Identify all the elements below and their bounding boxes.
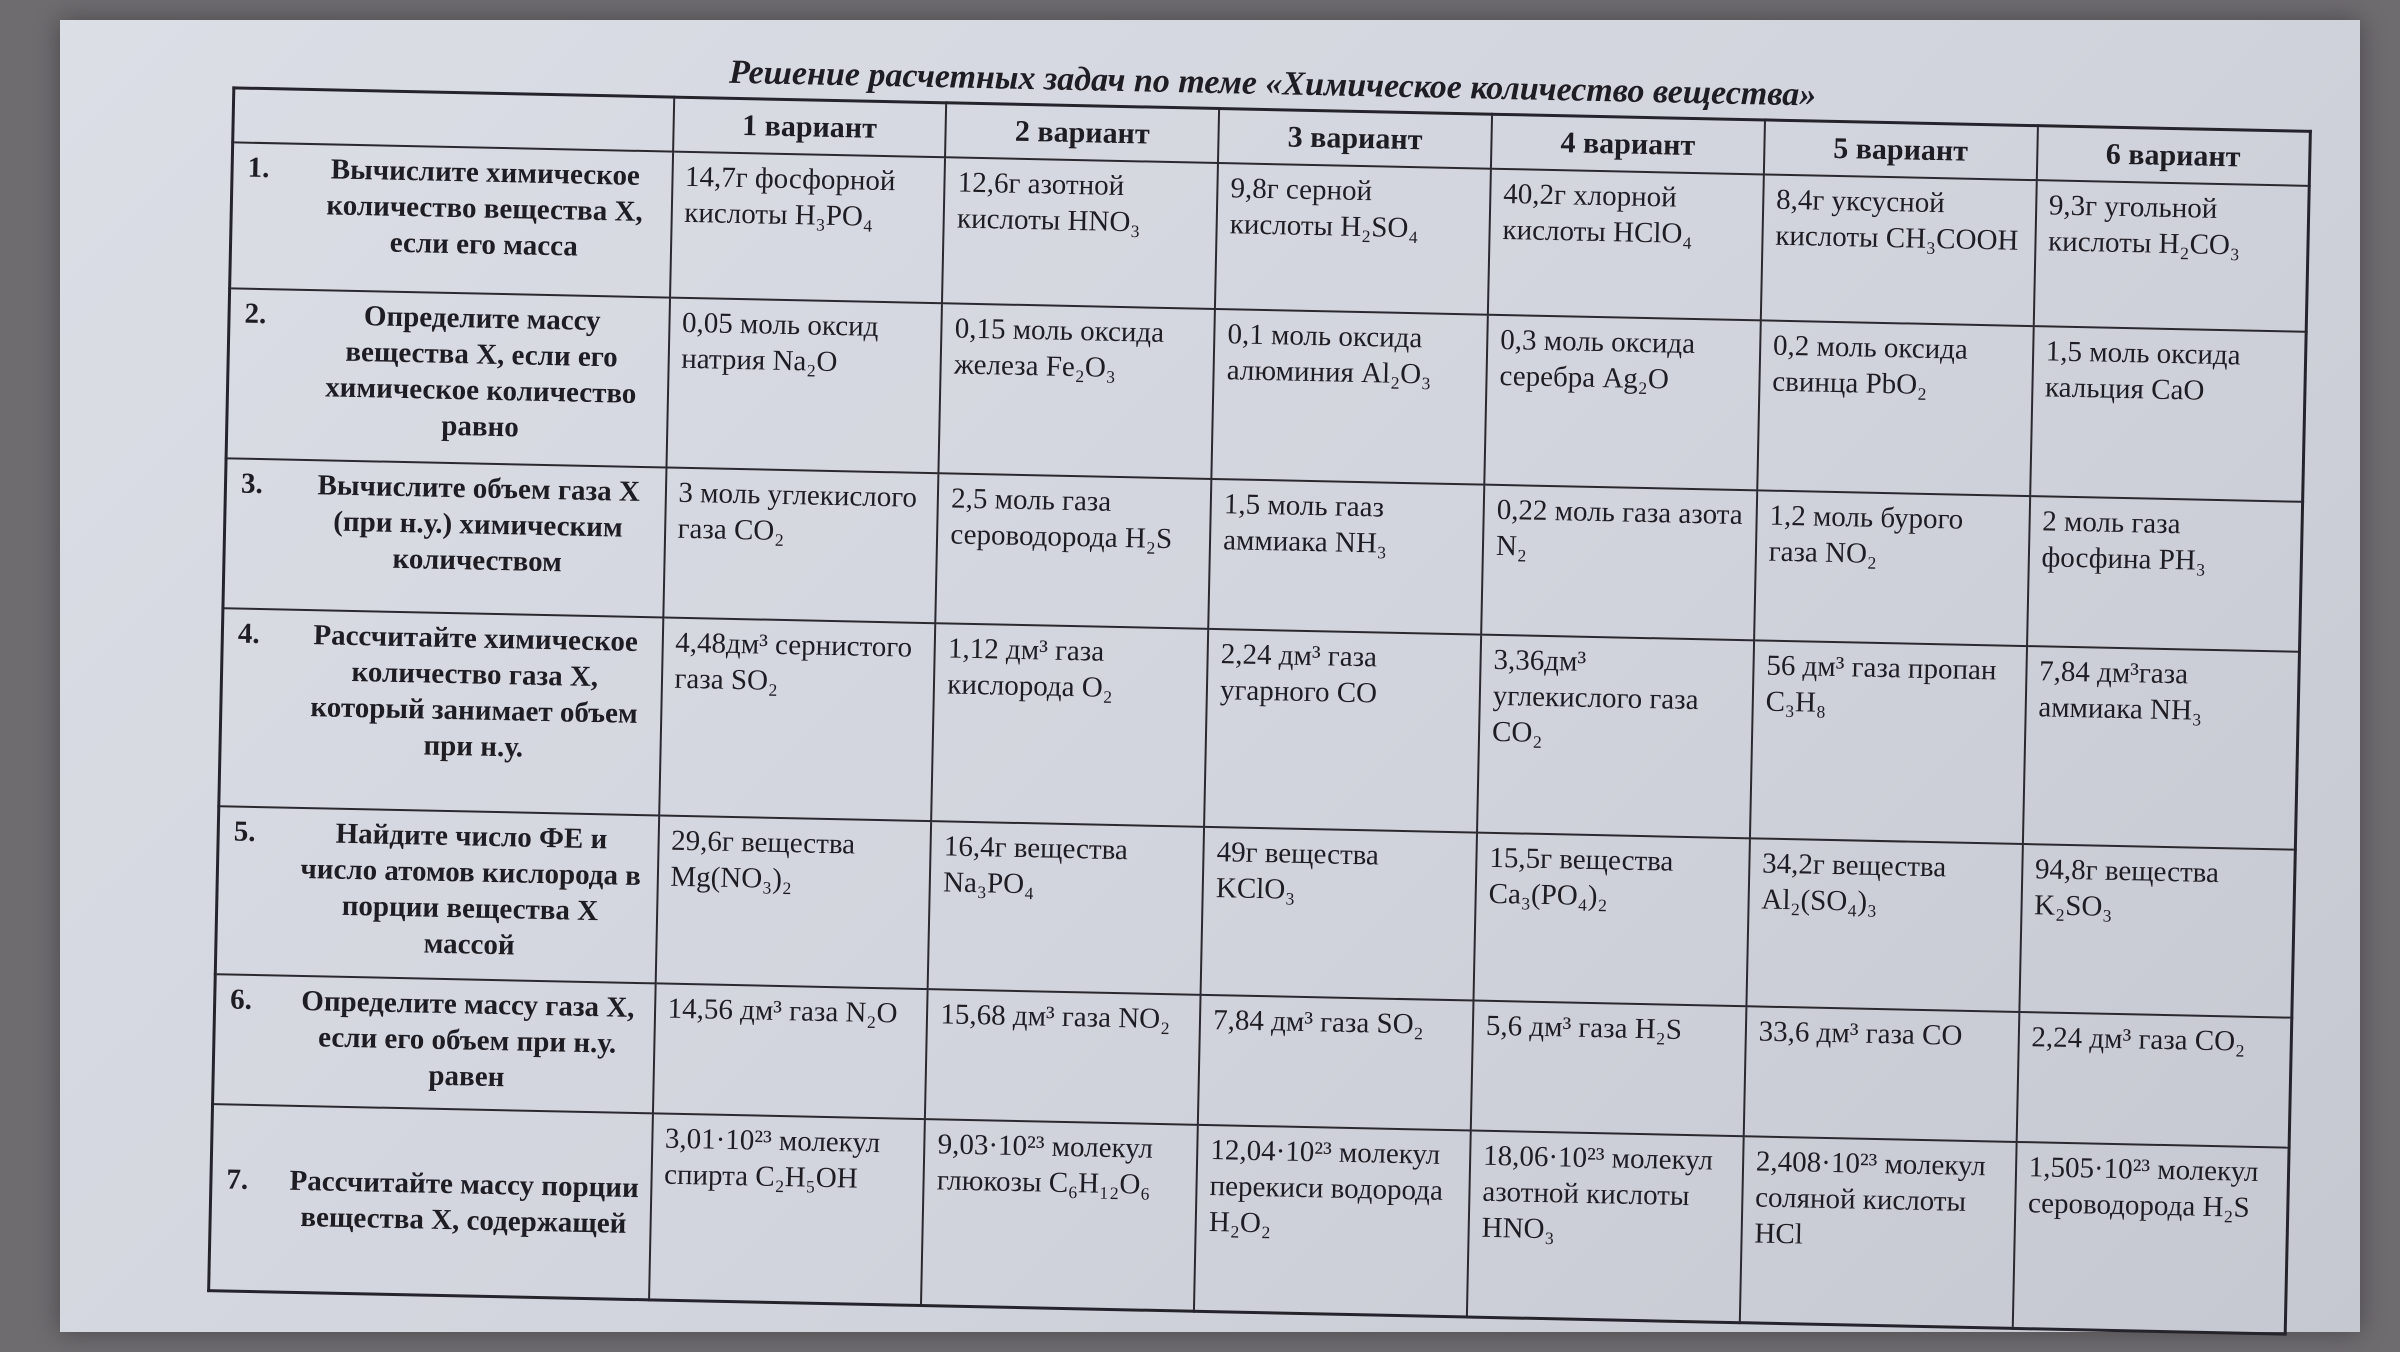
document: [207, 38, 2313, 1336]
task-text: Рассчитайте массу порции вещества Х, содержащей: [289, 1164, 640, 1240]
variant-cell: 9,03·10²³ молекул глюкозы C₆H₁₂O₆: [921, 1119, 1198, 1311]
variant-cell: 0,22 моль газа азота N₂: [1481, 485, 1757, 641]
variant-cell: 29,6г вещества Mg(NO₃)₂: [655, 815, 931, 989]
task-number: 6.: [229, 983, 253, 1016]
variant-cell: 14,7г фосфорной кислоты H₃PO₄: [670, 152, 946, 304]
variant-cell: 15,5г вещества Ca₃(PO₄)₂: [1473, 833, 1749, 1007]
variant-cell: 12,04·10²³ молекул перекиси водорода H₂O₂: [1194, 1125, 1471, 1317]
variant-cell: 7,84 дм³ газа SO₂: [1198, 995, 1473, 1131]
task-text: Вычислите объем газа Х (при н.у.) химическим количеством: [317, 469, 641, 579]
task-number: 2.: [244, 297, 267, 331]
variant-cell: 0,1 моль оксида алюминия Al₂O₃: [1212, 309, 1488, 485]
header-variant-5: 5 вариант: [1764, 120, 2038, 180]
variant-cell: 15,68 дм³ газа NO₂: [925, 989, 1200, 1125]
header-corner-cell: [233, 88, 674, 152]
variant-cell: 1,2 моль бурого газа NO₂: [1754, 490, 2030, 646]
variant-cell: 33,6 дм³ газа CO: [1744, 1006, 2019, 1142]
task-cell: [219, 608, 663, 815]
variant-cell: 1,5 моль гааз аммиака NH₃: [1208, 479, 1484, 635]
variant-cell: 2,5 моль газа сероводорода H₂S: [936, 473, 1212, 629]
variant-cell: 1,505·10²³ молекул сероводорода H₂S: [2012, 1142, 2289, 1334]
variant-cell: 3 моль углекислого газа CO₂: [663, 468, 939, 624]
task-number: 4.: [237, 617, 260, 651]
variant-cell: 34,2г вещества Al₂(SO₄)₃: [1746, 838, 2022, 1012]
task-text: Определите массу вещества Х, если его химическое количество равно: [324, 300, 637, 444]
task-cell: [215, 806, 658, 983]
paper-sheet: [60, 20, 2360, 1332]
document-title: Решение расчетных задач по теме «Химическое количество вещества»: [728, 53, 1817, 114]
variant-cell: 3,01·10²³ молекул спирта C₂H₅OH: [649, 1113, 926, 1305]
task-number: 7.: [226, 1163, 249, 1196]
variant-cell: 9,8г серной кислоты H₂SO₄: [1215, 163, 1491, 315]
tasks-table: [207, 86, 2312, 1335]
variant-cell: 5,6 дм³ газа H₂S: [1471, 1001, 1746, 1137]
header-variant-6: 6 вариант: [2036, 126, 2310, 186]
variant-cell: 7,84 дм³газа аммиака NH₃: [2023, 646, 2300, 850]
task-text: Найдите число ФЕ и число атомов кислорода в порции вещества Х массой: [300, 817, 642, 962]
header-variant-2: 2 вариант: [945, 103, 1219, 163]
task-text: Вычислите химическое количество вещества Х, если его масса: [326, 153, 644, 263]
variant-cell: 56 дм³ газа пропан C₃H₈: [1750, 640, 2027, 844]
variant-cell: 0,05 моль оксид натрия Na₂O: [666, 298, 942, 474]
variant-cell: 49г вещества KClO₃: [1201, 827, 1477, 1001]
variant-cell: 2,24 дм³ газа CO₂: [2016, 1012, 2292, 1148]
variant-cell: 0,2 моль оксида свинца PbO₂: [1757, 320, 2033, 496]
variant-cell: 14,56 дм³ газа N₂O: [652, 983, 927, 1119]
task-number: 3.: [240, 467, 264, 501]
task-cell: [223, 458, 666, 617]
task-cell: [226, 288, 669, 467]
task-cell: [230, 142, 673, 297]
variant-cell: 12,6г азотной кислоты HNO₃: [942, 157, 1218, 309]
task-number: 5.: [233, 815, 256, 848]
task-cell: [213, 974, 656, 1113]
variant-cell: 2,408·10²³ молекул соляной кислоты HCl: [1740, 1136, 2017, 1328]
variant-cell: 9,3г угольной кислоты H₂CO₃: [2033, 180, 2309, 332]
header-variant-1: 1 вариант: [673, 97, 947, 157]
variant-cell: 1,12 дм³ газа кислорода O₂: [931, 623, 1208, 827]
variant-cell: 2,24 дм³ газа угарного CO: [1204, 629, 1481, 833]
variant-cell: 16,4г вещества Na₃PO₄: [928, 821, 1204, 995]
task-cell: [209, 1104, 653, 1299]
variant-cell: 40,2г хлорной кислоты HClO₄: [1488, 169, 1764, 321]
variant-cell: 3,36дм³ углекислого газа CO₂: [1477, 635, 1754, 839]
task-number: 1.: [247, 151, 270, 185]
variant-cell: 0,3 моль оксида серебра Ag₂O: [1484, 315, 1760, 491]
variant-cell: 4,48дм³ сернистого газа SO₂: [659, 617, 936, 821]
variant-cell: 18,06·10²³ молекул азотной кислоты HNO₃: [1467, 1131, 1744, 1323]
variant-cell: 2 моль газа фосфина PH₃: [2027, 496, 2303, 652]
variant-cell: 0,15 моль оксида железа Fe₂O₃: [939, 303, 1215, 479]
task-text: Рассчитайте химическое количество газа Х, который занимает объем при н.у.: [310, 619, 639, 764]
header-variant-4: 4 вариант: [1491, 114, 1765, 174]
variant-cell: 94,8г вещества K₂SO₃: [2019, 844, 2295, 1018]
task-text: Определите массу газа Х, если его объем при н.у. равен: [301, 984, 635, 1094]
variant-cell: 8,4г уксусной кислоты CH₃COOH: [1761, 174, 2037, 326]
header-variant-3: 3 вариант: [1218, 109, 1492, 169]
variant-cell: 1,5 моль оксида кальция CaO: [2030, 326, 2306, 502]
